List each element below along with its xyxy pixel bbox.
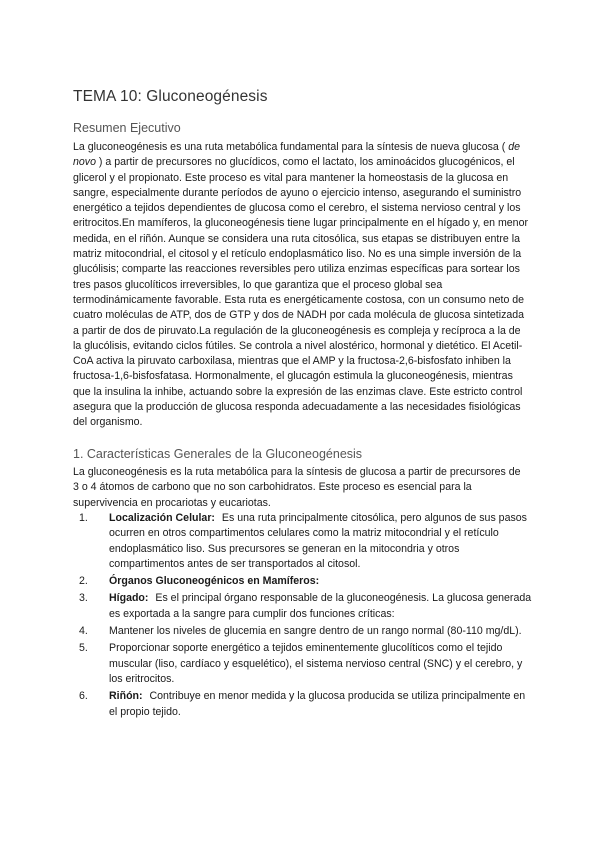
characteristics-list bbox=[73, 511, 533, 722]
list-item-energy-support bbox=[73, 641, 533, 687]
characteristics-heading: 1. Características Generales de la Gluconeogénesis bbox=[73, 447, 363, 461]
summary-text-rest: ) a partir de precursores no glucídicos, como el lactato, los aminoácidos glucogénicos, el glicerol y el propionato. Este proceso es vital para mantener la homeostasis de la glucosa en sangre, especialmente durante períodos de ayuno o ejercicio intenso, asegurando el suministro energético a tejidos dependientes de glucosa como el cerebro, el sistema nervioso central y los eritrocitos.En mamíferos, la gluconeogénesis tiene lugar principalmente en el hígado y, en menor medida, en el riñón. Aunque se considera una ruta citosólica, sus etapas se distribuyen entre la matriz mitocondrial, el citosol y el retículo endoplasmático liso. No es una simple inversión de la glucólisis; comparte las reacciones reversibles pero utiliza enzimas específicas para sortear los tres pasos glucolíticos irreversibles, lo que garantiza que el proceso global sea termodinámicamente favorable. Esta ruta es energéticamente costosa, con un consumo neto de cuatro moléculas de ATP, dos de GTP y dos de NADH por cada molécula de glucosa sintetizada a partir de dos de piruvato.La regulación de la gluconeogénesis es compleja y recíproca a la de la glucólisis, evitando ciclos fútiles. Se controla a nivel alostérico, hormonal y dietético. El Acetil-CoA activa la piruvato carboxilasa, mientras que el AMP y la fructosa-2,6-bisfosfato inhiben la fructosa-1,6-bisfosfatasa. Hormonalmente, el glucagón estimula la gluconeogénesis, mientras que la insulina la inhibe, actuando sobre la expresión de las enzimas clave. Este estricto control asegura que la producción de glucosa responda adecuadamente a las necesidades fisiológicas del organismo. bbox=[73, 156, 528, 429]
list-item-cellular-location bbox=[73, 511, 533, 572]
list-item-term: Riñón: bbox=[109, 690, 143, 703]
list-item-organs bbox=[73, 574, 533, 589]
list-item-text: Mantener los niveles de glucemia en sangre dentro de un rango normal (80-110 mg/dL). bbox=[109, 625, 522, 638]
list-item-number: 3. bbox=[79, 592, 88, 605]
list-item-glycemia bbox=[73, 624, 533, 639]
list-item-number: 5. bbox=[79, 642, 88, 655]
list-item-number: 4. bbox=[79, 625, 88, 638]
list-item-number: 2. bbox=[79, 575, 88, 588]
list-item-text: Es una ruta principalmente citosólica, pero algunos de sus pasos ocurren en otros compartimentos celulares como la matriz mitocondrial y el retículo endoplasmático liso. Sus precursores se generan en la mitocondria y otros compartimentos antes de ser transportados al citosol. bbox=[109, 512, 527, 570]
list-item-number: 6. bbox=[79, 690, 88, 703]
executive-summary-heading: Resumen Ejecutivo bbox=[73, 121, 181, 135]
list-item-text: Contribuye en menor medida y la glucosa producida se utiliza principalmente en el propio tejido. bbox=[109, 690, 526, 718]
list-item-term: Localización Celular: bbox=[109, 512, 215, 524]
list-item-kidney bbox=[73, 689, 533, 720]
summary-italic-term: de novo bbox=[73, 141, 521, 169]
list-item-text: Proporcionar soporte energético a tejidos eminentemente glucolíticos como el tejido muscular (liso, cardíaco y esquelético), el sistema nervioso central (SNC) y el cerebro, y los eritrocitos. bbox=[109, 642, 523, 685]
list-item-number: 1. bbox=[79, 512, 88, 524]
list-item-text: Es el principal órgano responsable de la gluconeogénesis. La glucosa generada es exportada a la sangre para cumplir dos funciones críticas: bbox=[109, 592, 532, 620]
executive-summary-paragraph bbox=[73, 140, 529, 431]
summary-text-start: La gluconeogénesis es una ruta metabólica fundamental para la síntesis de nueva glucosa ( bbox=[73, 141, 506, 153]
list-item-liver bbox=[73, 591, 533, 622]
list-item-term: Órganos Gluconeogénicos en Mamíferos: bbox=[109, 575, 320, 588]
characteristics-intro: La gluconeogénesis es la ruta metabólica para la síntesis de glucosa a partir de precursores de 3 o 4 átomos de carbono que no son carbohidratos. Este proceso es esencial para la supervivencia en procariotas y eucariotas. bbox=[73, 466, 521, 509]
list-item-term: Hígado: bbox=[109, 592, 149, 605]
page-title: TEMA 10: Gluconeogénesis bbox=[73, 88, 268, 105]
